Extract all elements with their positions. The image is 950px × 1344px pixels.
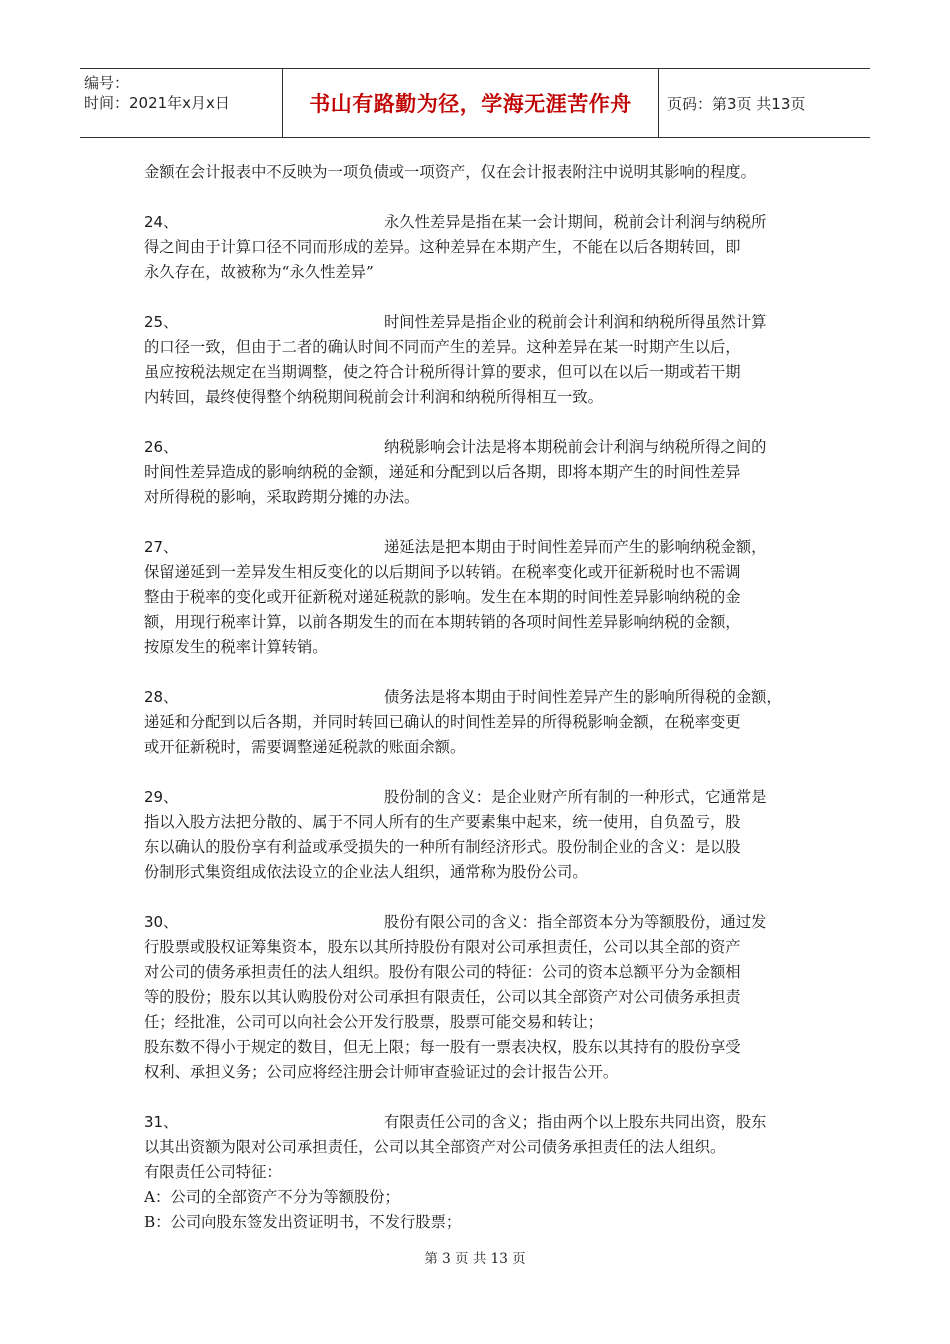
item-text-line: 整由于税率的变化或开征新税对递延税款的影响。发生在本期的时间性差异影响纳税的金	[144, 588, 741, 606]
intro-paragraph: 金额在会计报表中不反映为一项负债或一项资产，仅在会计报表附注中说明其影响的程度。	[144, 163, 756, 181]
item-text-line: 永久存在，故被称为“永久性差异”	[144, 263, 374, 281]
item-first-line	[144, 535, 812, 560]
item-number: 29、	[144, 788, 179, 806]
item-text: 递延法是把本期由于时间性差异而产生的影响纳税金额，	[384, 538, 767, 556]
definition-item	[144, 910, 812, 1085]
item-text-line: 对所得税的影响，采取跨期分摊的办法。	[144, 488, 420, 506]
item-text-line: 内转回，最终使得整个纳税期间税前会计利润和纳税所得相互一致。	[144, 388, 603, 406]
definition-item	[144, 685, 812, 760]
item-first-line	[144, 685, 812, 710]
definition-item	[144, 785, 812, 885]
page-code: 页码：第3页 共13页	[667, 94, 806, 113]
item-text-line: 任；经批准，公司可以向社会公开发行股票，股票可能交易和转让；	[144, 1013, 603, 1031]
item-text-line: 以其出资额为限对公司承担责任，公司以其全部资产对公司债务承担责任的法人组织。	[144, 1138, 726, 1156]
item-number: 26、	[144, 438, 179, 456]
item-first-line	[144, 310, 812, 335]
item-text-line: 份制形式集资组成依法设立的企业法人组织，通常称为股份公司。	[144, 863, 588, 881]
time-label: 时间：2021年x月x日	[84, 94, 230, 112]
item-number: 31、	[144, 1113, 179, 1131]
item-number: 27、	[144, 538, 179, 556]
item-text-line: 额，用现行税率计算，以前各期发生的而在本期转销的各项时间性差异影响纳税的金额，	[144, 613, 741, 631]
item-number: 24、	[144, 213, 179, 231]
item-text-line: 权利、承担义务；公司应将经注册会计师审查验证过的会计报告公开。	[144, 1063, 619, 1081]
item-first-line	[144, 1110, 812, 1135]
item-text-line: 对公司的债务承担责任的法人组织。股份有限公司的特征：公司的资本总额平分为金额相	[144, 963, 741, 981]
item-text-line: 有限责任公司特征：	[144, 1163, 282, 1181]
item-text-line: 股东数不得小于规定的数目，但无上限；每一股有一票表决权，股东以其持有的股份享受	[144, 1038, 741, 1056]
definition-item	[144, 535, 812, 660]
definition-list	[144, 210, 812, 1235]
definition-item	[144, 310, 812, 410]
item-first-line	[144, 435, 812, 460]
item-text: 债务法是将本期由于时间性差异产生的影响所得税的金额，	[384, 688, 782, 706]
item-text-line: A：公司的全部资产不分为等额股份；	[144, 1188, 400, 1206]
item-text-line: 等的股份；股东以其认购股份对公司承担有限责任，公司以其全部资产对公司债务承担责	[144, 988, 741, 1006]
page-footer: 第 3 页 共 13 页	[424, 1251, 526, 1267]
item-text-line: 指以入股方法把分散的、属于不同人所有的生产要素集中起来，统一使用，自负盈亏，股	[144, 813, 741, 831]
item-text-line: 时间性差异造成的影响纳税的金额，递延和分配到以后各期，即将本期产生的时间性差异	[144, 463, 741, 481]
item-text: 股份有限公司的含义：指全部资本分为等额股份，通过发	[384, 913, 767, 931]
item-number: 28、	[144, 688, 179, 706]
item-first-line	[144, 785, 812, 810]
item-text: 永久性差异是指在某一会计期间，税前会计利润与纳税所	[384, 213, 767, 231]
item-text-line: 行股票或股权证筹集资本，股东以其所持股份有限对公司承担责任，公司以其全部的资产	[144, 938, 741, 956]
item-text: 纳税影响会计法是将本期税前会计利润与纳税所得之间的	[384, 438, 767, 456]
item-text: 股份制的含义：是企业财产所有制的一种形式，它通常是	[384, 788, 767, 806]
header-left-cell	[80, 69, 283, 137]
item-text: 时间性差异是指企业的税前会计利润和纳税所得虽然计算	[384, 313, 767, 331]
definition-item	[144, 435, 812, 510]
item-text: 有限责任公司的含义；指由两个以上股东共同出资，股东	[384, 1113, 767, 1131]
number-label: 编号：	[84, 74, 130, 92]
item-text-line: 保留递延到一差异发生相反变化的以后期间予以转销。在税率变化或开征新税时也不需调	[144, 563, 741, 581]
item-text-line: 或开征新税时，需要调整递延税款的账面余额。	[144, 738, 466, 756]
definition-item	[144, 210, 812, 285]
motto: 书山有路勤为径，学海无涯苦作舟	[309, 92, 632, 116]
item-text-line: 按原发生的税率计算转销。	[144, 638, 328, 656]
item-text-line: 递延和分配到以后各期，并同时转回已确认的时间性差异的所得税影响金额，在税率变更	[144, 713, 741, 731]
item-text-line: B：公司向股东签发出资证明书，不发行股票；	[144, 1213, 462, 1231]
header-table	[80, 68, 870, 138]
item-number: 25、	[144, 313, 179, 331]
header-page-code-cell	[659, 69, 870, 137]
item-text-line: 东以确认的股份享有利益或承受损失的一种所有制经济形式。股份制企业的含义：是以股	[144, 838, 741, 856]
definition-item	[144, 1110, 812, 1235]
item-number: 30、	[144, 913, 179, 931]
item-text-line: 的口径一致，但由于二者的确认时间不同而产生的差异。这种差异在某一时期产生以后，	[144, 338, 741, 356]
item-text-line: 虽应按税法规定在当期调整，使之符合计税所得计算的要求，但可以在以后一期或若干期	[144, 363, 741, 381]
item-first-line	[144, 910, 812, 935]
item-text-line: 得之间由于计算口径不同而形成的差异。这种差异在本期产生，不能在以后各期转回，即	[144, 238, 741, 256]
header-motto-cell	[283, 69, 659, 137]
item-first-line	[144, 210, 812, 235]
document-body	[144, 160, 812, 1260]
